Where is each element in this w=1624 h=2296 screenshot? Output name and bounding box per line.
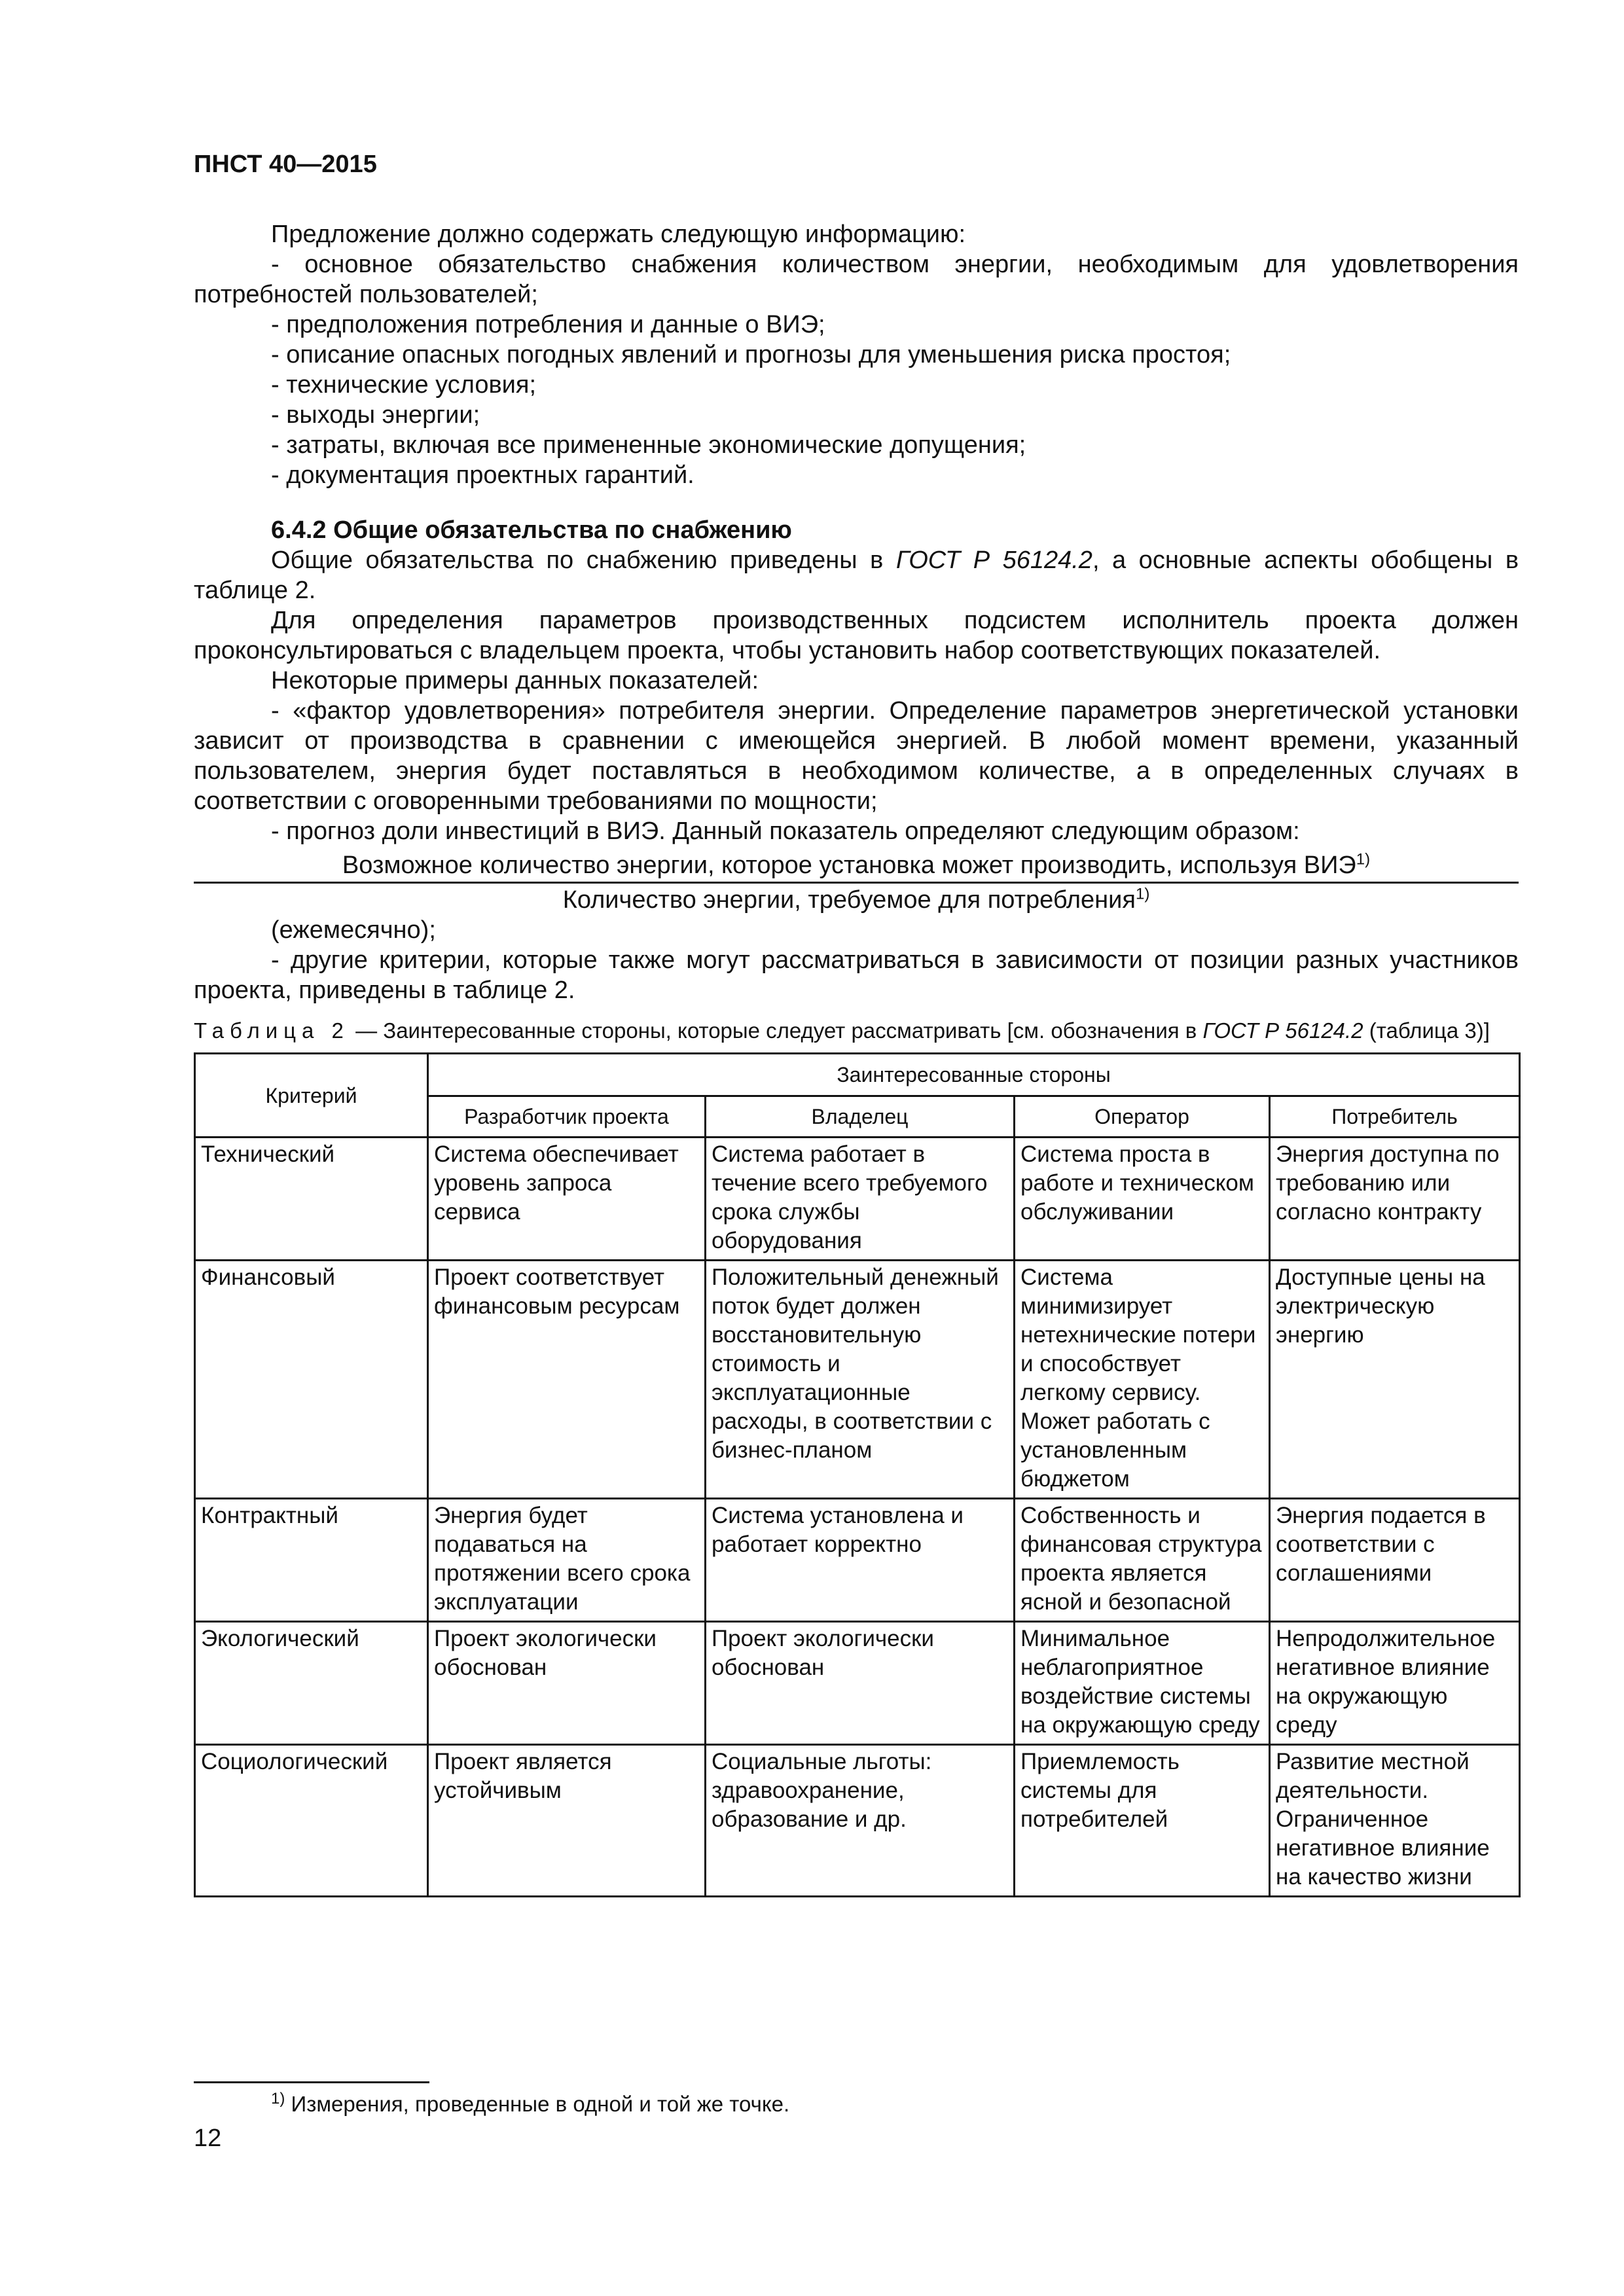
paragraph: Общие обязательства по снабжению приведены в ГОСТ Р 56124.2, а основные аспекты обобщены в таблице 2. (194, 547, 1519, 604)
criterion-cell: Финансовый (195, 1261, 428, 1499)
table-cell: Проект экологически обоснован (428, 1622, 706, 1745)
section-title: 6.4.2 Общие обязательства по снабжению (271, 516, 792, 544)
table-cell: Энергия доступна по требованию или согласно контракту (1270, 1138, 1520, 1261)
stakeholders-table (194, 1052, 1521, 1897)
list-item: - затраты, включая все примененные экономические допущения; (271, 431, 1026, 459)
list-item: - основное обязательство снабжения количеством энергии, необходимым для удовлетворения потребностей пользователей; (194, 251, 1519, 308)
table-caption: Таблица 2 — Заинтересованные стороны, которые следует рассматривать [см. обозначения в ГОСТ Р 56124.2 (таблица 3)] (194, 1018, 1490, 1043)
criterion-header: Критерий (195, 1054, 428, 1138)
table-cell: Собственность и финансовая структура проекта является ясной и безопасной (1015, 1499, 1270, 1622)
page-number: 12 (194, 2125, 222, 2152)
table-cell: Минимальное неблагоприятное воздействие системы на окружающую среду (1015, 1622, 1270, 1745)
criterion-cell: Технический (195, 1138, 428, 1261)
document-header: ПНСТ 40—2015 (194, 151, 377, 178)
table-cell: Система минимизирует нетехнические потери и способствует легкому сервису. Может работать с установленным бюджетом (1015, 1261, 1270, 1499)
paragraph: - прогноз доли инвестиций в ВИЭ. Данный показатель определяют следующим образом: (271, 817, 1300, 845)
table-cell: Система работает в течение всего требуемого срока службы оборудования (706, 1138, 1015, 1261)
list-item: - описание опасных погодных явлений и прогнозы для уменьшения риска простоя; (271, 341, 1231, 368)
table-row (195, 1745, 1520, 1897)
table-row (195, 1138, 1520, 1261)
standard-reference: ГОСТ Р 56124.2 (895, 547, 1092, 574)
list-item: - технические условия; (271, 371, 537, 399)
table-cell: Доступные цены на электрическую энергию (1270, 1261, 1520, 1499)
table-cell: Энергия будет подаваться на протяжении всего срока эксплуатации (428, 1499, 706, 1622)
table-cell: Система обеспечивает уровень запроса сервиса (428, 1138, 706, 1261)
document-page (194, 151, 1519, 1897)
paragraph: Для определения параметров производственных подсистем исполнитель проекта должен проконсультироваться с владельцем проекта, чтобы установить набор соответствующих показателей. (194, 607, 1519, 664)
table-cell: Проект соответствует финансовым ресурсам (428, 1261, 706, 1499)
column-header: Разработчик проекта (428, 1096, 706, 1138)
table-cell: Непродолжительное негативное влияние на окружающую среду (1270, 1622, 1520, 1745)
table-cell: Развитие местной деятельности. Ограниченное негативное влияние на качество жизни (1270, 1745, 1520, 1897)
table-row (195, 1499, 1520, 1622)
footnote-separator (194, 2081, 429, 2083)
table-cell: Проект экологически обоснован (706, 1622, 1015, 1745)
list-item: - предположения потребления и данные о ВИЭ; (271, 311, 825, 338)
table-row (195, 1622, 1520, 1745)
table-cell: Система проста в работе и техническом обслуживании (1015, 1138, 1270, 1261)
criterion-cell: Экологический (195, 1622, 428, 1745)
paragraph: Некоторые примеры данных показателей: (271, 667, 759, 694)
formula-denominator: Количество энергии, требуемое для потребления$^{1)}$ (562, 885, 1150, 914)
table-cell: Социальные льготы: здравоохранение, образование и др. (706, 1745, 1015, 1897)
formula (194, 850, 1519, 915)
table-cell: Положительный денежный поток будет должен восстановительную стоимость и эксплуатационные расходы, в соответствии с бизнес-планом (706, 1261, 1015, 1499)
paragraph: - «фактор удовлетворения» потребителя энергии. Определение параметров энергетической установки зависит от производства в сравнении с имеющейся энергией. В любой момент времени, указанный пользователем, энергия будет поставляться в необходимом количестве, а в определенных случаях в соответствии с оговоренными требованиями по мощности; (194, 697, 1519, 815)
table-cell: Проект является устойчивым (428, 1745, 706, 1897)
list-item: - документация проектных гарантий. (271, 461, 695, 489)
table-row (195, 1261, 1520, 1499)
table-cell: Приемлемость системы для потребителей (1015, 1745, 1270, 1897)
stakeholders-group-header: Заинтересованные стороны (428, 1054, 1520, 1096)
footnote: $^{1)}$ Измерения, проведенные в одной и той же точке. (271, 2090, 790, 2116)
table-cell: Система установлена и работает корректно (706, 1499, 1015, 1622)
criterion-cell: Контрактный (195, 1499, 428, 1622)
intro-paragraph: Предложение должно содержать следующую информацию: (271, 221, 966, 248)
list-item: - выходы энергии; (271, 401, 480, 429)
paragraph: (ежемесячно); (271, 916, 436, 944)
criterion-cell: Социологический (195, 1745, 428, 1897)
column-header: Владелец (706, 1096, 1015, 1138)
table-cell: Энергия подается в соответствии с соглашениями (1270, 1499, 1520, 1622)
paragraph: - другие критерии, которые также могут рассматриваться в зависимости от позиции разных участников проекта, приведены в таблице 2. (194, 946, 1519, 1004)
column-header: Оператор (1015, 1096, 1270, 1138)
formula-numerator: Возможное количество энергии, которое установка может производить, используя ВИЭ$^{1)}$ (194, 850, 1519, 884)
column-header: Потребитель (1270, 1096, 1520, 1138)
